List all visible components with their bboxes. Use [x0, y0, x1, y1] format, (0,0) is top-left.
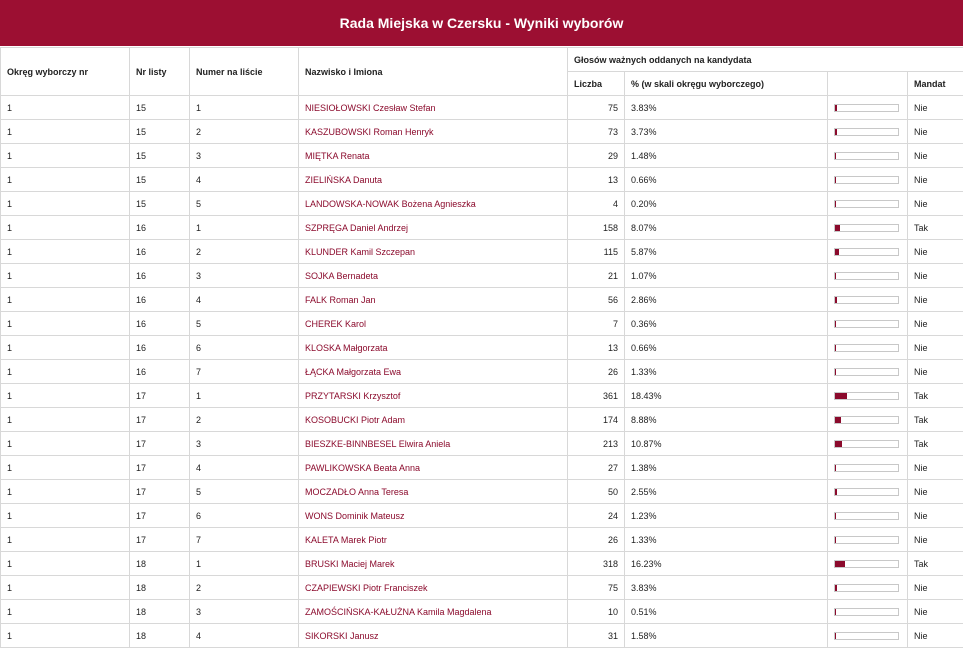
cell-nr-listy: 18: [130, 552, 190, 576]
cell-bar: [828, 600, 908, 624]
vote-share-fill: [835, 465, 836, 471]
cell-numer: 4: [190, 456, 299, 480]
table-row: [1, 288, 963, 312]
cell-numer: 7: [190, 360, 299, 384]
cell-liczba: 75: [568, 96, 625, 120]
candidate-name[interactable]: CHEREK Karol: [299, 312, 568, 336]
cell-numer: 4: [190, 288, 299, 312]
cell-okreg: 1: [1, 600, 130, 624]
cell-nr-listy: 18: [130, 600, 190, 624]
cell-mandat: Tak: [908, 432, 963, 456]
cell-numer: 2: [190, 240, 299, 264]
vote-share-bar: [834, 536, 899, 544]
vote-share-fill: [835, 345, 836, 351]
cell-numer: 1: [190, 552, 299, 576]
cell-procent: 5.87%: [625, 240, 828, 264]
table-row: [1, 600, 963, 624]
table-row: [1, 504, 963, 528]
table-row: [1, 456, 963, 480]
vote-share-bar: [834, 320, 899, 328]
header-okreg: Okręg wyborczy nr: [1, 48, 130, 96]
cell-okreg: 1: [1, 312, 130, 336]
cell-procent: 1.48%: [625, 144, 828, 168]
cell-mandat: Tak: [908, 408, 963, 432]
cell-bar: [828, 336, 908, 360]
cell-nr-listy: 16: [130, 360, 190, 384]
cell-okreg: 1: [1, 408, 130, 432]
vote-share-bar: [834, 392, 899, 400]
cell-liczba: 75: [568, 576, 625, 600]
header-glosow: Głosów ważnych oddanych na kandydata: [568, 48, 963, 72]
cell-mandat: Tak: [908, 552, 963, 576]
cell-okreg: 1: [1, 456, 130, 480]
candidate-name[interactable]: SOJKA Bernadeta: [299, 264, 568, 288]
vote-share-bar: [834, 632, 899, 640]
cell-bar: [828, 624, 908, 648]
cell-procent: 1.38%: [625, 456, 828, 480]
table-row: [1, 192, 963, 216]
candidate-name[interactable]: KLOSKA Małgorzata: [299, 336, 568, 360]
cell-mandat: Nie: [908, 600, 963, 624]
cell-procent: 3.83%: [625, 96, 828, 120]
header-nr-listy: Nr listy: [130, 48, 190, 96]
cell-nr-listy: 17: [130, 432, 190, 456]
cell-liczba: 56: [568, 288, 625, 312]
candidate-name[interactable]: KOSOBUCKI Piotr Adam: [299, 408, 568, 432]
vote-share-fill: [835, 537, 836, 543]
table-row: [1, 408, 963, 432]
cell-procent: 3.83%: [625, 576, 828, 600]
cell-mandat: Nie: [908, 144, 963, 168]
cell-bar: [828, 216, 908, 240]
cell-okreg: 1: [1, 288, 130, 312]
cell-bar: [828, 312, 908, 336]
vote-share-bar: [834, 584, 899, 592]
cell-okreg: 1: [1, 240, 130, 264]
cell-mandat: Nie: [908, 576, 963, 600]
vote-share-bar: [834, 128, 899, 136]
table-row: [1, 576, 963, 600]
vote-share-bar: [834, 416, 899, 424]
cell-numer: 5: [190, 192, 299, 216]
candidate-name[interactable]: KALETA Marek Piotr: [299, 528, 568, 552]
cell-numer: 1: [190, 384, 299, 408]
cell-okreg: 1: [1, 576, 130, 600]
header-bar: [828, 72, 908, 96]
cell-nr-listy: 16: [130, 288, 190, 312]
cell-numer: 2: [190, 576, 299, 600]
candidate-name[interactable]: CZAPIEWSKI Piotr Franciszek: [299, 576, 568, 600]
candidate-name[interactable]: NIESIOŁOWSKI Czesław Stefan: [299, 96, 568, 120]
cell-liczba: 27: [568, 456, 625, 480]
vote-share-fill: [835, 129, 837, 135]
cell-procent: 16.23%: [625, 552, 828, 576]
cell-procent: 0.36%: [625, 312, 828, 336]
cell-mandat: Nie: [908, 96, 963, 120]
candidate-name[interactable]: KASZUBOWSKI Roman Henryk: [299, 120, 568, 144]
vote-share-fill: [835, 561, 845, 567]
cell-numer: 1: [190, 216, 299, 240]
cell-liczba: 31: [568, 624, 625, 648]
results-table: [0, 47, 963, 648]
candidate-name[interactable]: FALK Roman Jan: [299, 288, 568, 312]
cell-liczba: 13: [568, 168, 625, 192]
cell-numer: 6: [190, 336, 299, 360]
cell-okreg: 1: [1, 336, 130, 360]
cell-nr-listy: 16: [130, 240, 190, 264]
cell-liczba: 21: [568, 264, 625, 288]
cell-mandat: Nie: [908, 192, 963, 216]
cell-mandat: Nie: [908, 528, 963, 552]
cell-nr-listy: 15: [130, 120, 190, 144]
cell-numer: 2: [190, 120, 299, 144]
candidate-name[interactable]: ZAMOŚCIŃSKA-KAŁUŻNA Kamila Magdalena: [299, 600, 568, 624]
cell-procent: 1.23%: [625, 504, 828, 528]
cell-procent: 0.51%: [625, 600, 828, 624]
vote-share-bar: [834, 248, 899, 256]
cell-bar: [828, 528, 908, 552]
cell-mandat: Tak: [908, 384, 963, 408]
vote-share-fill: [835, 609, 836, 615]
cell-liczba: 10: [568, 600, 625, 624]
cell-okreg: 1: [1, 120, 130, 144]
candidate-name[interactable]: ZIELIŃSKA Danuta: [299, 168, 568, 192]
cell-nr-listy: 15: [130, 168, 190, 192]
cell-bar: [828, 408, 908, 432]
candidate-name[interactable]: SZPRĘGA Daniel Andrzej: [299, 216, 568, 240]
candidate-name[interactable]: SIKORSKI Janusz: [299, 624, 568, 648]
candidate-name[interactable]: KLUNDER Kamil Szczepan: [299, 240, 568, 264]
cell-bar: [828, 96, 908, 120]
cell-nr-listy: 16: [130, 216, 190, 240]
vote-share-bar: [834, 224, 899, 232]
cell-liczba: 13: [568, 336, 625, 360]
cell-nr-listy: 17: [130, 384, 190, 408]
vote-share-bar: [834, 608, 899, 616]
cell-numer: 3: [190, 144, 299, 168]
cell-bar: [828, 552, 908, 576]
table-row: [1, 312, 963, 336]
cell-mandat: Nie: [908, 264, 963, 288]
cell-numer: 1: [190, 96, 299, 120]
cell-nr-listy: 17: [130, 408, 190, 432]
cell-mandat: Nie: [908, 240, 963, 264]
vote-share-fill: [835, 489, 837, 495]
cell-procent: 1.33%: [625, 360, 828, 384]
cell-liczba: 318: [568, 552, 625, 576]
candidate-name[interactable]: PRZYTARSKI Krzysztof: [299, 384, 568, 408]
cell-numer: 4: [190, 168, 299, 192]
cell-procent: 1.07%: [625, 264, 828, 288]
cell-nr-listy: 17: [130, 504, 190, 528]
cell-mandat: Nie: [908, 312, 963, 336]
cell-bar: [828, 504, 908, 528]
cell-liczba: 26: [568, 528, 625, 552]
cell-mandat: Nie: [908, 504, 963, 528]
cell-bar: [828, 120, 908, 144]
cell-nr-listy: 17: [130, 456, 190, 480]
candidate-name[interactable]: WONS Dominik Mateusz: [299, 504, 568, 528]
cell-nr-listy: 17: [130, 528, 190, 552]
header-numer: Numer na liście: [190, 48, 299, 96]
cell-liczba: 73: [568, 120, 625, 144]
vote-share-bar: [834, 512, 899, 520]
cell-okreg: 1: [1, 384, 130, 408]
cell-bar: [828, 432, 908, 456]
cell-liczba: 50: [568, 480, 625, 504]
cell-nr-listy: 16: [130, 264, 190, 288]
cell-bar: [828, 360, 908, 384]
candidate-name[interactable]: BIESZKE-BINNBESEL Elwira Aniela: [299, 432, 568, 456]
vote-share-fill: [835, 513, 836, 519]
vote-share-fill: [835, 201, 836, 207]
vote-share-fill: [835, 321, 836, 327]
cell-procent: 18.43%: [625, 384, 828, 408]
vote-share-fill: [835, 225, 840, 231]
cell-nr-listy: 15: [130, 144, 190, 168]
vote-share-bar: [834, 296, 899, 304]
vote-share-fill: [835, 297, 837, 303]
cell-nr-listy: 16: [130, 336, 190, 360]
cell-okreg: 1: [1, 552, 130, 576]
vote-share-bar: [834, 560, 899, 568]
candidate-name[interactable]: MOCZADŁO Anna Teresa: [299, 480, 568, 504]
candidate-name[interactable]: MIĘTKA Renata: [299, 144, 568, 168]
cell-procent: 10.87%: [625, 432, 828, 456]
cell-procent: 1.33%: [625, 528, 828, 552]
table-row: [1, 360, 963, 384]
cell-bar: [828, 456, 908, 480]
cell-mandat: Tak: [908, 216, 963, 240]
cell-procent: 1.58%: [625, 624, 828, 648]
cell-liczba: 361: [568, 384, 625, 408]
vote-share-fill: [835, 273, 836, 279]
cell-okreg: 1: [1, 264, 130, 288]
vote-share-bar: [834, 152, 899, 160]
cell-procent: 0.20%: [625, 192, 828, 216]
cell-mandat: Nie: [908, 624, 963, 648]
cell-mandat: Nie: [908, 120, 963, 144]
header-mandat: Mandat: [908, 72, 963, 96]
vote-share-bar: [834, 200, 899, 208]
cell-liczba: 24: [568, 504, 625, 528]
vote-share-bar: [834, 488, 899, 496]
vote-share-fill: [835, 585, 837, 591]
cell-bar: [828, 168, 908, 192]
cell-okreg: 1: [1, 192, 130, 216]
vote-share-fill: [835, 177, 836, 183]
cell-procent: 8.07%: [625, 216, 828, 240]
cell-nr-listy: 18: [130, 624, 190, 648]
cell-numer: 3: [190, 432, 299, 456]
vote-share-fill: [835, 369, 836, 375]
page-header: [0, 0, 963, 46]
cell-nr-listy: 16: [130, 312, 190, 336]
vote-share-bar: [834, 368, 899, 376]
cell-procent: 0.66%: [625, 336, 828, 360]
cell-mandat: Nie: [908, 480, 963, 504]
cell-liczba: 158: [568, 216, 625, 240]
cell-nr-listy: 18: [130, 576, 190, 600]
vote-share-fill: [835, 393, 847, 399]
cell-nr-listy: 17: [130, 480, 190, 504]
cell-okreg: 1: [1, 216, 130, 240]
table-row: [1, 120, 963, 144]
cell-nr-listy: 15: [130, 192, 190, 216]
vote-share-fill: [835, 105, 837, 111]
cell-bar: [828, 192, 908, 216]
cell-mandat: Nie: [908, 456, 963, 480]
vote-share-bar: [834, 272, 899, 280]
cell-mandat: Nie: [908, 288, 963, 312]
cell-procent: 8.88%: [625, 408, 828, 432]
cell-numer: 6: [190, 504, 299, 528]
vote-share-bar: [834, 344, 899, 352]
table-row: [1, 240, 963, 264]
table-row: [1, 552, 963, 576]
cell-liczba: 26: [568, 360, 625, 384]
candidate-name[interactable]: BRUSKI Maciej Marek: [299, 552, 568, 576]
cell-numer: 5: [190, 312, 299, 336]
cell-mandat: Nie: [908, 336, 963, 360]
table-row: [1, 216, 963, 240]
candidate-name[interactable]: LANDOWSKA-NOWAK Bożena Agnieszka: [299, 192, 568, 216]
cell-bar: [828, 144, 908, 168]
vote-share-fill: [835, 441, 842, 447]
table-row: [1, 264, 963, 288]
vote-share-bar: [834, 176, 899, 184]
vote-share-bar: [834, 104, 899, 112]
cell-okreg: 1: [1, 144, 130, 168]
cell-nr-listy: 15: [130, 96, 190, 120]
cell-numer: 3: [190, 600, 299, 624]
vote-share-fill: [835, 249, 839, 255]
cell-mandat: Nie: [908, 360, 963, 384]
vote-share-fill: [835, 633, 836, 639]
cell-procent: 2.86%: [625, 288, 828, 312]
cell-liczba: 4: [568, 192, 625, 216]
header-procent: % (w skali okręgu wyborczego): [625, 72, 828, 96]
table-row: [1, 168, 963, 192]
cell-numer: 4: [190, 624, 299, 648]
cell-okreg: 1: [1, 504, 130, 528]
table-row: [1, 624, 963, 648]
cell-procent: 2.55%: [625, 480, 828, 504]
cell-mandat: Nie: [908, 168, 963, 192]
table-row: [1, 96, 963, 120]
cell-okreg: 1: [1, 96, 130, 120]
vote-share-bar: [834, 440, 899, 448]
cell-okreg: 1: [1, 360, 130, 384]
cell-okreg: 1: [1, 624, 130, 648]
cell-liczba: 7: [568, 312, 625, 336]
cell-numer: 5: [190, 480, 299, 504]
cell-okreg: 1: [1, 528, 130, 552]
cell-bar: [828, 576, 908, 600]
cell-numer: 3: [190, 264, 299, 288]
vote-share-fill: [835, 417, 841, 423]
cell-bar: [828, 264, 908, 288]
cell-liczba: 174: [568, 408, 625, 432]
cell-bar: [828, 384, 908, 408]
cell-liczba: 115: [568, 240, 625, 264]
cell-okreg: 1: [1, 480, 130, 504]
candidate-name[interactable]: ŁĄCKA Małgorzata Ewa: [299, 360, 568, 384]
table-row: [1, 528, 963, 552]
cell-liczba: 29: [568, 144, 625, 168]
cell-okreg: 1: [1, 168, 130, 192]
table-row: [1, 432, 963, 456]
header-nazwisko: Nazwisko i Imiona: [299, 48, 568, 96]
cell-liczba: 213: [568, 432, 625, 456]
cell-numer: 7: [190, 528, 299, 552]
candidate-name[interactable]: PAWLIKOWSKA Beata Anna: [299, 456, 568, 480]
cell-procent: 3.73%: [625, 120, 828, 144]
header-liczba: Liczba: [568, 72, 625, 96]
table-row: [1, 336, 963, 360]
table-row: [1, 144, 963, 168]
cell-procent: 0.66%: [625, 168, 828, 192]
table-row: [1, 480, 963, 504]
vote-share-bar: [834, 464, 899, 472]
cell-okreg: 1: [1, 432, 130, 456]
vote-share-fill: [835, 153, 836, 159]
cell-bar: [828, 240, 908, 264]
page-title: Rada Miejska w Czersku - Wyniki wyborów: [340, 15, 624, 31]
table-row: [1, 384, 963, 408]
cell-numer: 2: [190, 408, 299, 432]
cell-bar: [828, 288, 908, 312]
cell-bar: [828, 480, 908, 504]
